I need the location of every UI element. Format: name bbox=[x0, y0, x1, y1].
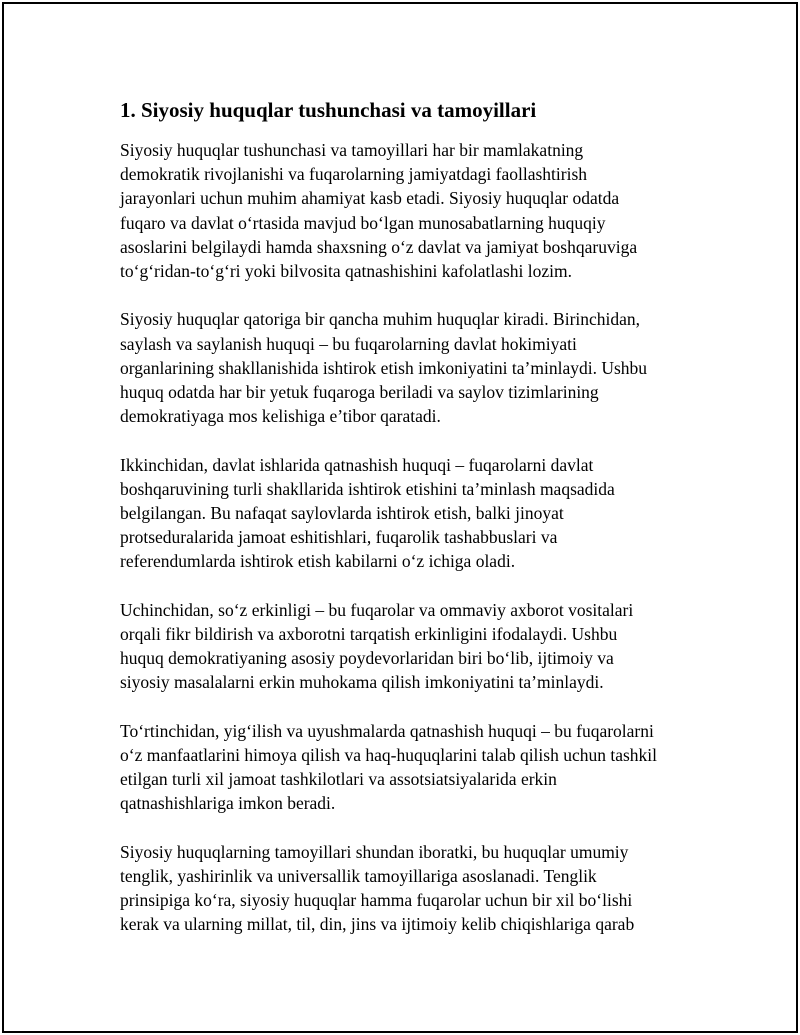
paragraph bbox=[120, 453, 700, 574]
text-line: siyosiy masalalarni erkin muhokama qilish imkoniyatini ta’minlaydi. bbox=[120, 672, 604, 693]
document-body bbox=[120, 96, 700, 961]
paragraph bbox=[120, 307, 700, 428]
text-line: To‘rtinchidan, yig‘ilish va uyushmalarda qatnashish huquqi – bu fuqarolarni bbox=[120, 720, 654, 741]
text-line: kerak va ularning millat, til, din, jins va ijtimoiy kelib chiqishlariga qarab bbox=[120, 914, 635, 935]
text-line: asoslarini belgilaydi hamda shaxsning o‘z davlat va jamiyat boshqaruviga bbox=[120, 236, 638, 257]
paragraph-container bbox=[120, 138, 700, 937]
text-line: orqali fikr bildirish va axborotni tarqatish erkinligini ifodalaydi. Ushbu bbox=[120, 624, 618, 645]
text-line: Siyosiy huquqlarning tamoyillari shundan iboratki, bu huquqlar umumiy bbox=[120, 841, 629, 862]
paragraph bbox=[120, 138, 700, 283]
text-line: Siyosiy huquqlar tushunchasi va tamoyillari har bir mamlakatning bbox=[120, 140, 584, 160]
text-line: etilgan turli xil jamoat tashkilotlari va assotsiatsiyalarida erkin bbox=[120, 769, 557, 790]
text-line: fuqaro va davlat o‘rtasida mavjud bo‘lgan munosabatlarning huquqiy bbox=[120, 212, 606, 233]
text-line: prinsipiga ko‘ra, siyosiy huquqlar hamma fuqarolar uchun bir xil bo‘lishi bbox=[120, 890, 633, 911]
paragraph bbox=[120, 840, 700, 937]
text-line: huquq demokratiyaning asosiy poydevorlaridan biri bo‘lib, ijtimoiy va bbox=[120, 648, 614, 669]
section-heading: 1. Siyosiy huquqlar tushunchasi va tamoyillari bbox=[120, 98, 537, 122]
text-line: huquq odatda har bir yetuk fuqaroga beriladi va saylov tizimlarining bbox=[120, 382, 599, 403]
text-line: tenglik, yashirinlik va universallik tamoyillariga asoslanadi. Tenglik bbox=[120, 866, 597, 887]
text-line: Uchinchidan, so‘z erkinligi – bu fuqarolar va ommaviy axborot vositalari bbox=[120, 599, 634, 620]
text-line: Ikkinchidan, davlat ishlarida qatnashish huquqi – fuqarolarni davlat bbox=[120, 454, 594, 475]
paragraph bbox=[120, 598, 700, 695]
text-line: saylash va saylanish huquqi – bu fuqarolarning davlat hokimiyati bbox=[120, 333, 577, 354]
text-line: organlarining shakllanishida ishtirok etish imkoniyatini ta’minlaydi. Ushbu bbox=[120, 357, 648, 378]
text-line: demokratik rivojlanishi va fuqarolarning jamiyatdagi faollashtirish bbox=[120, 164, 588, 185]
text-line: qatnashishlariga imkon beradi. bbox=[120, 793, 336, 814]
paragraph bbox=[120, 719, 700, 816]
text-line: referendumlarda ishtirok etish kabilarni o‘z ichiga oladi. bbox=[120, 551, 516, 572]
text-line: to‘g‘ridan-to‘g‘ri yoki bilvosita qatnashishini kafolatlashi lozim. bbox=[120, 261, 572, 282]
text-line: jarayonlari uchun muhim ahamiyat kasb etadi. Siyosiy huquqlar odatda bbox=[120, 188, 620, 209]
text-line: belgilangan. Bu nafaqat saylovlarda ishtirok etish, balki jinoyat bbox=[120, 503, 564, 524]
text-line: Siyosiy huquqlar qatoriga bir qancha muhim huquqlar kiradi. Birinchidan, bbox=[120, 309, 641, 330]
text-line: protseduralarida jamoat eshitishlari, fuqarolik tashabbuslari va bbox=[120, 527, 558, 548]
text-line: o‘z manfaatlarini himoya qilish va haq-huquqlarini talab qilish uchun tashkil bbox=[120, 745, 658, 766]
text-line: demokratiyaga mos kelishiga e’tibor qaratadi. bbox=[120, 406, 441, 427]
text-line: boshqaruvining turli shakllarida ishtirok etishini ta’minlash maqsadida bbox=[120, 478, 615, 499]
document-page bbox=[2, 2, 798, 1033]
